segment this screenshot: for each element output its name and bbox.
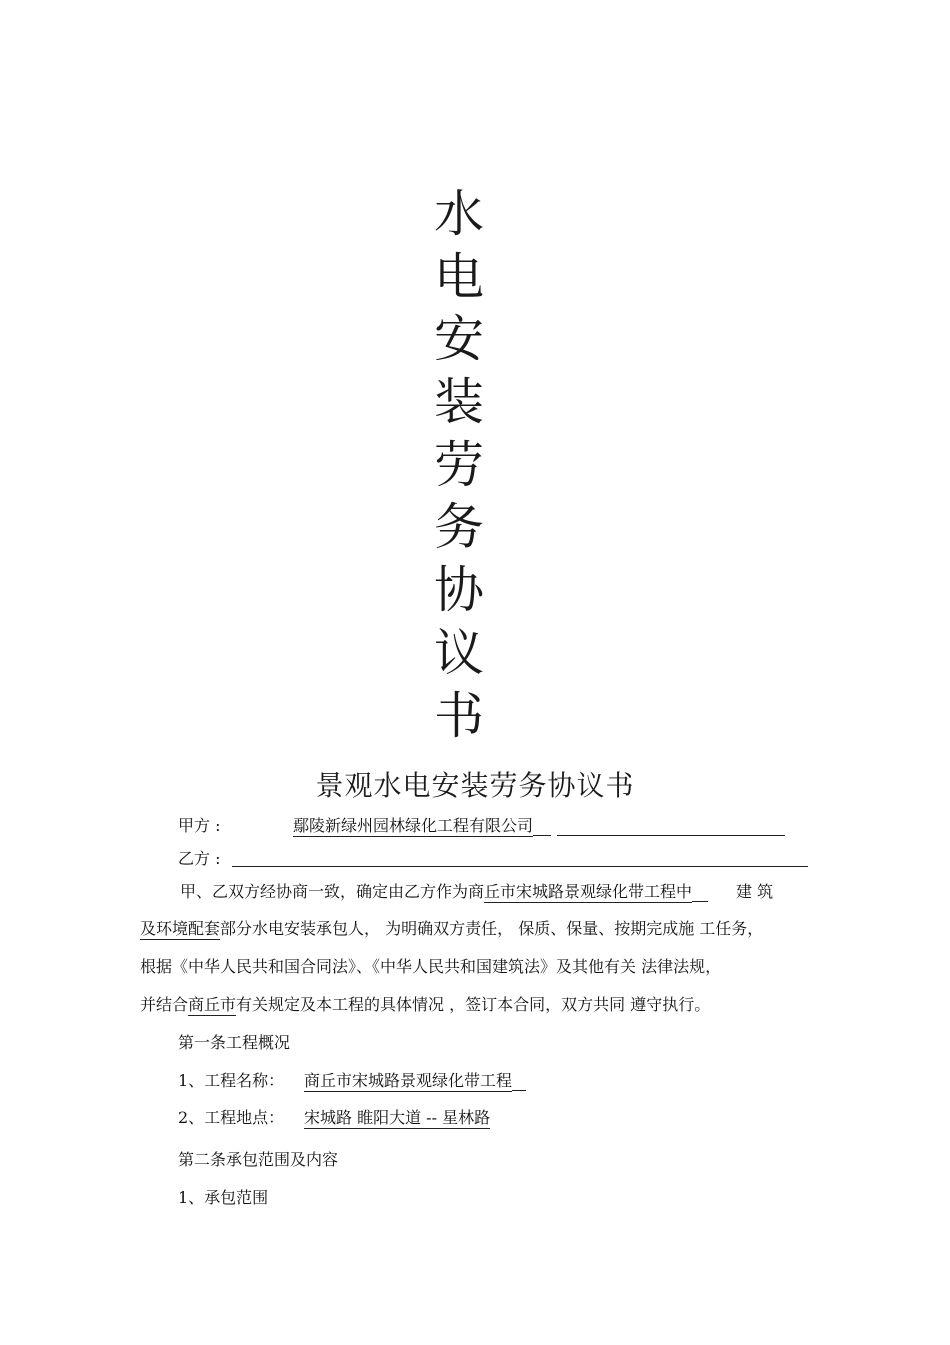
intro-text: 并结合 (140, 995, 189, 1014)
project-name-value: 商丘市宋城路景观绿化带工程 (304, 1071, 513, 1090)
cover-title-char: 装 (434, 373, 484, 432)
party-a-fill (533, 817, 551, 836)
project-name-field (304, 1071, 526, 1091)
project-name-underlined: 丘市宋城路景观绿化带工程中 (484, 882, 693, 901)
intro-line-4 (140, 995, 710, 1015)
city-underlined: 商丘市 (188, 995, 237, 1014)
party-a-line (293, 816, 785, 836)
cover-title-char: 书 (434, 686, 484, 745)
article-2-title: 第二条承包范围及内容 (178, 1150, 339, 1169)
intro-fill (692, 883, 708, 902)
intro-line-2 (140, 919, 763, 939)
intro-text: 部分水电安装承包人， 为明确双方责任， 保质、保量、按期完成施 工任务， (220, 919, 764, 938)
project-location-field (304, 1108, 490, 1128)
project-name-label: 1、工程名称： (178, 1071, 285, 1090)
party-a-blank (557, 817, 785, 836)
intro-line-3: 根据《中华人民共和国合同法》、《中华人民共和国建筑法》及其他有关 法律法规， (140, 957, 722, 976)
scope-underlined: 及环境配套 (140, 919, 221, 938)
project-location-value: 宋城路 睢阳大道 -- 星林路 (304, 1108, 491, 1127)
party-a-value: 鄢陵新绿州园林绿化工程有限公司 (293, 816, 534, 835)
project-name-fill (512, 1072, 526, 1091)
intro-text: 甲、乙双方经协商一致，确定由乙方作为商 (180, 882, 485, 901)
party-a-label: 甲方 : (178, 816, 221, 835)
article-1-title: 第一条工程概况 (178, 1033, 291, 1052)
cover-title-char: 安 (434, 310, 484, 369)
cover-title (428, 183, 490, 747)
party-b-line (232, 847, 808, 867)
intro-text: 建 筑 (736, 882, 774, 901)
project-location-label: 2、工程地点： (178, 1108, 285, 1127)
intro-text: 有关规定及本工程的具体情况 ，签订本合同，双方共同 遵守执行。 (236, 995, 711, 1014)
document-heading: 景观水电安装劳务协议书 (315, 769, 635, 802)
party-b-blank (232, 848, 808, 867)
cover-title-char: 劳 (434, 435, 484, 494)
cover-title-char: 协 (434, 561, 484, 620)
cover-title-char: 水 (434, 185, 484, 243)
cover-title-char: 议 (434, 623, 484, 682)
cover-title-char: 务 (434, 498, 484, 557)
scope-item-1: 1、承包范围 (178, 1188, 269, 1207)
cover-title-char: 电 (434, 247, 484, 306)
party-b-label: 乙方 : (178, 849, 221, 868)
intro-line-1 (180, 882, 773, 902)
